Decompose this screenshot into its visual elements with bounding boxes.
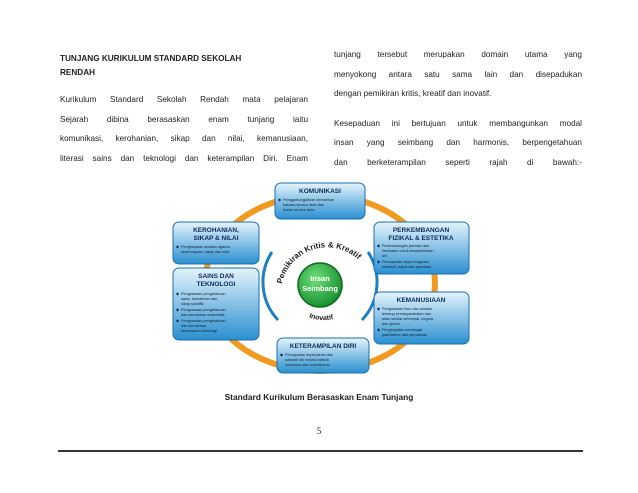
bullet-icon: ◆: [377, 243, 381, 248]
paragraph-line: tunjang tersebut merupakan domain utama yang: [334, 50, 582, 59]
pillar-keterampilan-diri: [277, 338, 369, 373]
pillar-line: alam sekitar setempat, negara: [382, 317, 434, 321]
pillar-line: Penggabungjalinan kemahiran: [283, 198, 335, 202]
pillar-line: dan global: [382, 322, 400, 326]
pillar-line: kreativiti, bakat dan apresiasi: [382, 265, 431, 269]
pillar-title: KEROHANIAN,: [193, 227, 239, 234]
pillar-title: PERKEMBANGAN: [392, 227, 450, 234]
center-label-line2: Seimbang: [302, 284, 338, 293]
paragraph-line: dan berketerampilan seperti rajah di bawah:-: [334, 157, 582, 167]
paragraph-line: menyokong antara satu sama lain dan disepadukan: [334, 69, 582, 79]
pillar-title: TEKNOLOGI: [196, 281, 236, 288]
six-pillars-diagram: [160, 180, 480, 375]
pillar-title: FIZIKAL & ESTETIKA: [388, 235, 454, 242]
pillar-line: Pemupukan daya imaginasi,: [382, 260, 430, 264]
paragraph-line: dengan pemikiran kritis, kreatif dan inovatif.: [334, 89, 492, 98]
pillar-line: Penguasaan ilmu dan amalan: [382, 307, 433, 311]
bullet-icon: ◆: [377, 327, 381, 332]
bullet-icon: ◆: [280, 352, 284, 357]
pillar-line: sahsiah diri melalui aktiviti: [285, 358, 329, 362]
bullet-icon: ◆: [278, 197, 282, 202]
bullet-icon: ◆: [176, 307, 180, 312]
pillar-line: diri: [382, 254, 388, 258]
pillar-line: sikap saintifik: [181, 302, 204, 306]
bullet-icon: ◆: [176, 318, 180, 323]
pillar-kerohanian: [173, 222, 259, 264]
pillar-line: Pemupukan kepimpinan dan: [285, 353, 334, 357]
center-label-line1: Insan: [310, 274, 330, 283]
pillar-line: Penguasaan pengetahuan: [181, 319, 226, 323]
pillar-title: SAINS DAN: [198, 273, 234, 280]
pillar-line: berasaskan teknologi: [181, 329, 217, 333]
pillar-title: SIKAP & NILAI: [193, 235, 239, 242]
paragraph-line: Kesepaduan ini bertujuan untuk membangunkan modal: [334, 118, 582, 128]
pillar-komunikasi: [275, 183, 365, 219]
pillar-title: KOMUNIKASI: [299, 188, 341, 195]
left-column: [60, 52, 308, 168]
pillar-sains-teknologi: [173, 268, 259, 340]
pillar-title: KETERAMPILAN DIRI: [289, 343, 357, 350]
pillar-line: patriotisme dan perpaduan: [382, 333, 428, 337]
page-number: 5: [316, 426, 322, 436]
continuation-paragraph: [334, 45, 582, 104]
pillar-line: sains, kemahiran dan: [181, 297, 218, 301]
paragraph-line: komunikasi, kerohanian, sikap dan nilai, kemanusiaan,: [60, 134, 308, 143]
bullet-icon: ◆: [176, 291, 180, 296]
pillar-line: kesihatan untuk kesejahteraan: [382, 249, 434, 253]
pillar-line: Penghayatan semangat: [382, 328, 423, 332]
pillar-line: Penghayatan amalan agama,: [181, 245, 231, 249]
bullet-icon: ◆: [377, 306, 381, 311]
bullet-icon: ◆: [377, 259, 381, 264]
pillar-line: bukan secara lisan: [283, 208, 315, 212]
paragraph-line: literasi sains dan teknologi dan keterampilan Diri. Enam: [60, 153, 308, 163]
pillar-line: Penguasaan pengetahuan: [181, 308, 226, 312]
pillar-kemanusiaan: [374, 292, 469, 344]
figure-caption: Standard Kurikulum Berasaskan Enam Tunjang: [224, 392, 414, 402]
pillar-line: kurikulum dan kokurikulum: [285, 363, 330, 367]
bullet-icon: ◆: [176, 244, 180, 249]
integration-paragraph: [334, 114, 582, 173]
inner-arc-left: [263, 252, 278, 320]
pillar-line: Perkembangan jasmani dan: [382, 244, 430, 248]
pillar-line: bahasa secara lisan dan: [283, 203, 325, 207]
pillar-line: dan kemahiran: [181, 324, 207, 328]
pillar-line: kepercayaan, sikap dan nilai: [181, 250, 229, 254]
pillar-perkembangan: [374, 222, 469, 274]
pillar-line: tentang kemasyarakatan dan: [382, 312, 431, 316]
paragraph-line: Kurikulum Standard Sekolah Rendah mata pelajaran: [60, 95, 308, 104]
pillar-line: dan kemahiran matematik: [181, 313, 225, 317]
footer-divider: [58, 450, 583, 452]
ring-bottom-text: Inovatif: [308, 312, 334, 323]
pillar-title: KEMANUSIAAN: [396, 297, 446, 304]
section-heading: TUNJANG KURIKULUM STANDARD SEKOLAH RENDAH: [60, 54, 242, 77]
intro-paragraph: [60, 90, 308, 168]
paragraph-line: Sejarah dibina berasaskan enam tunjang iaitu: [60, 114, 308, 124]
pillar-line: Penguasaan pengetahuan: [181, 292, 226, 296]
ring-text: Pemikiran Kritis & Kreatif: [275, 240, 363, 285]
right-column: [334, 45, 582, 172]
paragraph-line: insan yang seimbang dan harmonis, berpengetahuan: [334, 138, 582, 147]
